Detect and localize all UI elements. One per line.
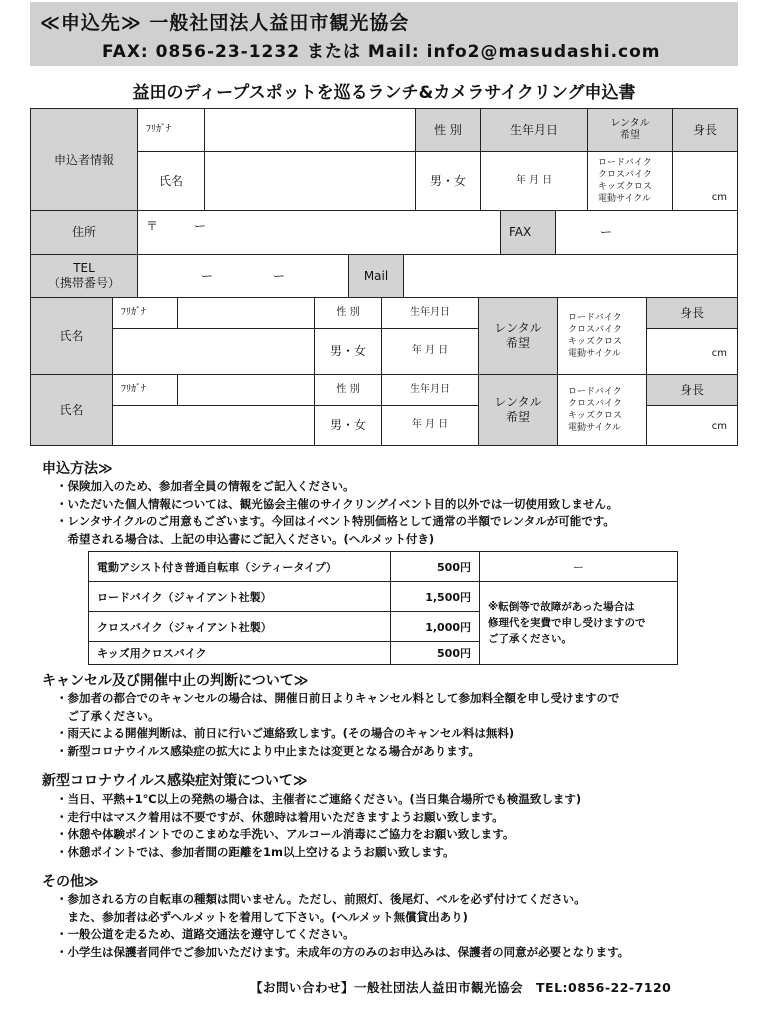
participant1-gender-label: 性 別	[314, 297, 382, 329]
covid-body: ・当日、平熱+1℃以上の発熱の場合は、主催者にご連絡ください。(当日集合場所でも検温致します) ・走行中はマスク着用は不要ですが、休憩時は着用いただきますようお願い致します。 ・休憩や体験ポイントでのこまめな手洗い、アルコール消毒にご協力をお願い致します。 ・休憩ポイントでは、参加者間の距離を1m以上空けるようお願い致します。	[56, 792, 582, 859]
mail-field[interactable]	[403, 254, 738, 298]
header-destination: ≪申込先≫ 一般社団法人益田市観光協会	[40, 12, 410, 34]
other-heading: その他≫	[42, 874, 99, 890]
header-contact: FAX: 0856-23-1232 または Mail: info2@masudashi.com	[102, 42, 661, 62]
document-title: 益田のディープスポットを巡るランチ&カメラサイクリング申込書	[132, 83, 636, 103]
height-label: 身長	[672, 108, 738, 152]
price-row-price: 1,500円	[390, 581, 480, 612]
cancel-heading: キャンセル及び開催中止の判断について≫	[42, 673, 309, 689]
price-row-name: キッズ用クロスバイク	[88, 641, 391, 665]
address-field[interactable]: 〒 ー	[137, 210, 501, 255]
fax-label: FAX	[500, 210, 556, 255]
applicant-info-label: 申込者情報	[30, 108, 138, 211]
participant1-birthdate-label: 生年月日	[381, 297, 479, 329]
applicant-furigana-field[interactable]	[204, 108, 416, 152]
rental-bike-options[interactable]: ロードバイク クロスバイク キッズクロス 電動サイクル	[587, 151, 673, 211]
participant1-height-field[interactable]: cm	[646, 328, 738, 375]
tel-label: TEL （携帯番号）	[30, 254, 138, 298]
participant2-name-field[interactable]	[112, 405, 315, 446]
birthdate-field[interactable]: 年 月 日	[480, 151, 588, 211]
participant2-birthdate-field[interactable]: 年 月 日	[381, 405, 479, 446]
price-row-price: 1,000円	[390, 611, 480, 642]
footer-contact: 【お問い合わせ】一般社団法人益田市観光協会 TEL:0856-22-7120	[250, 980, 672, 995]
participant2-height-label: 身長	[646, 374, 738, 406]
tel-field[interactable]: ー ー	[137, 254, 349, 298]
price-row-name: クロスバイク（ジャイアント社製）	[88, 611, 391, 642]
birthdate-label: 生年月日	[480, 108, 588, 152]
participant2-furigana-label: ﾌﾘｶﾞﾅ	[112, 374, 178, 406]
participant1-birthdate-field[interactable]: 年 月 日	[381, 328, 479, 375]
covid-heading: 新型コロナウイルス感染症対策について≫	[42, 773, 308, 789]
participant1-rental-label: レンタル 希望	[478, 297, 558, 375]
other-body: ・参加される方の自転車の種類は問いません。ただし、前照灯、後尾灯、ベルを必ず付けてください。 また、参加者は必ずヘルメットを着用して下さい。(ヘルメット無償貸出あり) ・一般公道を走るため、道路交通法を遵守してください。 ・小学生は保護者同伴でご参加いただけます。未成年の方のみのお申込みは、保護者の同意が必要となります。	[56, 892, 630, 959]
participant2-name-label: 氏名	[30, 374, 113, 446]
gender-select[interactable]: 男・女	[415, 151, 481, 211]
price-row-name: 電動アシスト付き普通自転車（シティータイプ）	[88, 551, 391, 582]
participant2-birthdate-label: 生年月日	[381, 374, 479, 406]
participant2-rental-options[interactable]: ロードバイク クロスバイク キッズクロス 電動サイクル	[557, 374, 647, 446]
participant2-gender-select[interactable]: 男・女	[314, 405, 382, 446]
participant2-rental-label: レンタル 希望	[478, 374, 558, 446]
applicant-name-field[interactable]	[204, 151, 416, 211]
participant1-name-label: 氏名	[30, 297, 113, 375]
participant2-gender-label: 性 別	[314, 374, 382, 406]
participant1-name-field[interactable]	[112, 328, 315, 375]
price-table-note: ※転倒等で故障があった場合は 修理代を実費で申し受けますので ご了承ください。	[479, 581, 678, 665]
address-label: 住所	[30, 210, 138, 255]
price-table-dash: ー	[479, 551, 678, 582]
price-row-price: 500円	[390, 551, 480, 582]
participant1-furigana-field[interactable]	[177, 297, 315, 329]
apply-method-body: ・保険加入のため、参加者全員の情報をご記入ください。 ・いただいた個人情報については、観光協会主催のサイクリングイベント目的以外では一切使用致しません。 ・レンタサイクルのご用意もございます。今回はイベント特別価格として通常の半額でレンタルが可能です。 希望される場合は、上記の申込書にご記入ください。(ヘルメット付き)	[56, 479, 619, 546]
cancel-body: ・参加者の都合でのキャンセルの場合は、開催日前日よりキャンセル料として参加料全額を申し受けますので ご了承ください。 ・雨天による開催判断は、前日に行いご連絡致します。(その場合のキャンセル料は無料) ・新型コロナウイルス感染症の拡大により中止または変更となる場合があります。	[56, 691, 620, 758]
participant2-height-field[interactable]: cm	[646, 405, 738, 446]
price-row-price: 500円	[390, 641, 480, 665]
price-row-name: ロードバイク（ジャイアント社製）	[88, 581, 391, 612]
height-field[interactable]: cm	[672, 151, 738, 211]
furigana-label: ﾌﾘｶﾞﾅ	[137, 108, 205, 152]
participant1-furigana-label: ﾌﾘｶﾞﾅ	[112, 297, 178, 329]
participant1-gender-select[interactable]: 男・女	[314, 328, 382, 375]
participant1-height-label: 身長	[646, 297, 738, 329]
mail-label: Mail	[348, 254, 404, 298]
apply-method-heading: 申込方法≫	[42, 461, 113, 477]
header-banner	[30, 2, 738, 66]
rental-label: レンタル 希望	[587, 108, 673, 152]
name-label: 氏名	[137, 151, 205, 211]
participant1-rental-options[interactable]: ロードバイク クロスバイク キッズクロス 電動サイクル	[557, 297, 647, 375]
fax-field[interactable]: ー	[555, 210, 738, 255]
gender-label: 性 別	[415, 108, 481, 152]
participant2-furigana-field[interactable]	[177, 374, 315, 406]
